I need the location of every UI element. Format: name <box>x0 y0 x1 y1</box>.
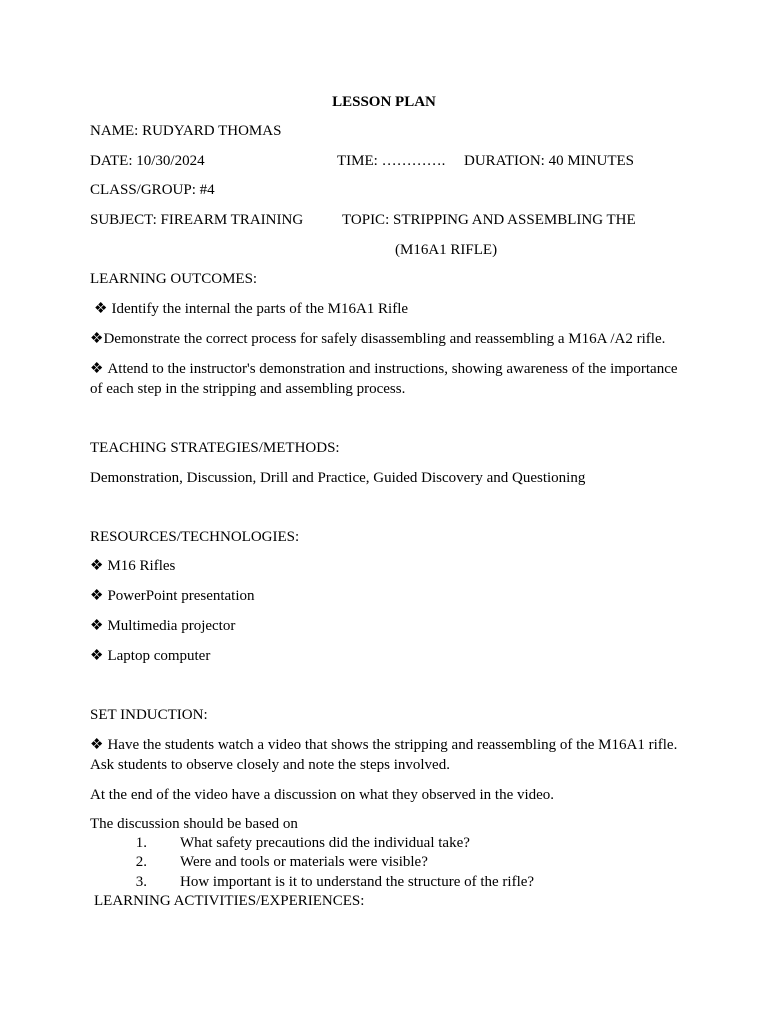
list-item <box>94 299 408 319</box>
list-item <box>90 556 175 576</box>
resource-text: Laptop computer <box>107 648 211 664</box>
list-item <box>90 735 680 775</box>
item-text: Were and tools or materials were visible? <box>180 854 428 870</box>
diamond-bullet-icon: ❖ <box>90 648 104 664</box>
list-item <box>90 586 255 606</box>
list-item <box>90 646 210 666</box>
topic-field-continued: (M16A1 RIFLE) <box>395 242 498 258</box>
duration-field: DURATION: 40 MINUTES <box>464 153 634 169</box>
diamond-bullet-icon: ❖ <box>90 558 104 574</box>
outcome-text: Attend to the instructor's demonstration and instructions, showing awareness of the importance of each step in the stripping and assembling process. <box>90 361 678 397</box>
date-field: DATE: 10/30/2024 <box>90 153 205 169</box>
outcome-text: Demonstrate the correct process for safely disassembling and reassembling a M16A /A2 rifle. <box>103 331 666 347</box>
subject-field: SUBJECT: FIREARM TRAINING <box>90 212 304 228</box>
diamond-bullet-icon: ❖ <box>90 331 104 347</box>
set-induction-heading: SET INDUCTION: <box>90 707 208 723</box>
diamond-bullet-icon: ❖ <box>90 737 104 753</box>
item-text: How important is it to understand the structure of the rifle? <box>180 874 535 890</box>
after-video-text: At the end of the video have a discussion on what they observed in the video. <box>90 787 555 803</box>
item-number: 2. <box>135 854 147 870</box>
resource-text: Multimedia projector <box>107 618 236 634</box>
diamond-bullet-icon: ❖ <box>90 588 104 604</box>
topic-field: TOPIC: STRIPPING AND ASSEMBLING THE <box>342 212 636 228</box>
teaching-strategies-heading: TEACHING STRATEGIES/METHODS: <box>90 440 340 456</box>
diamond-bullet-icon: ❖ <box>94 301 108 317</box>
name-field: NAME: RUDYARD THOMAS <box>90 123 282 139</box>
item-number: 1. <box>135 835 147 851</box>
class-group-field: CLASS/GROUP: #4 <box>90 182 215 198</box>
time-field: TIME: …………. <box>337 153 446 169</box>
discussion-intro: The discussion should be based on <box>90 816 298 832</box>
resource-text: M16 Rifles <box>107 558 176 574</box>
item-number: 3. <box>135 874 147 890</box>
learning-activities-heading: LEARNING ACTIVITIES/EXPERIENCES: <box>94 893 365 909</box>
teaching-strategies-text: Demonstration, Discussion, Drill and Practice, Guided Discovery and Questioning <box>90 470 586 486</box>
set-induction-text: Have the students watch a video that shows the stripping and reassembling of the M16A1 rifle. Ask students to observe closely and note the steps involved. <box>90 737 678 773</box>
outcome-text: Identify the internal the parts of the M16A1 Rifle <box>111 301 409 317</box>
diamond-bullet-icon: ❖ <box>90 618 104 634</box>
list-item <box>90 359 680 399</box>
diamond-bullet-icon: ❖ <box>90 361 104 377</box>
page-title: LESSON PLAN <box>332 94 436 110</box>
learning-outcomes-heading: LEARNING OUTCOMES: <box>90 271 258 287</box>
list-item <box>90 329 665 349</box>
resource-text: PowerPoint presentation <box>107 588 255 604</box>
list-item <box>90 616 235 636</box>
resources-heading: RESOURCES/TECHNOLOGIES: <box>90 529 300 545</box>
item-text: What safety precautions did the individual take? <box>180 835 470 851</box>
